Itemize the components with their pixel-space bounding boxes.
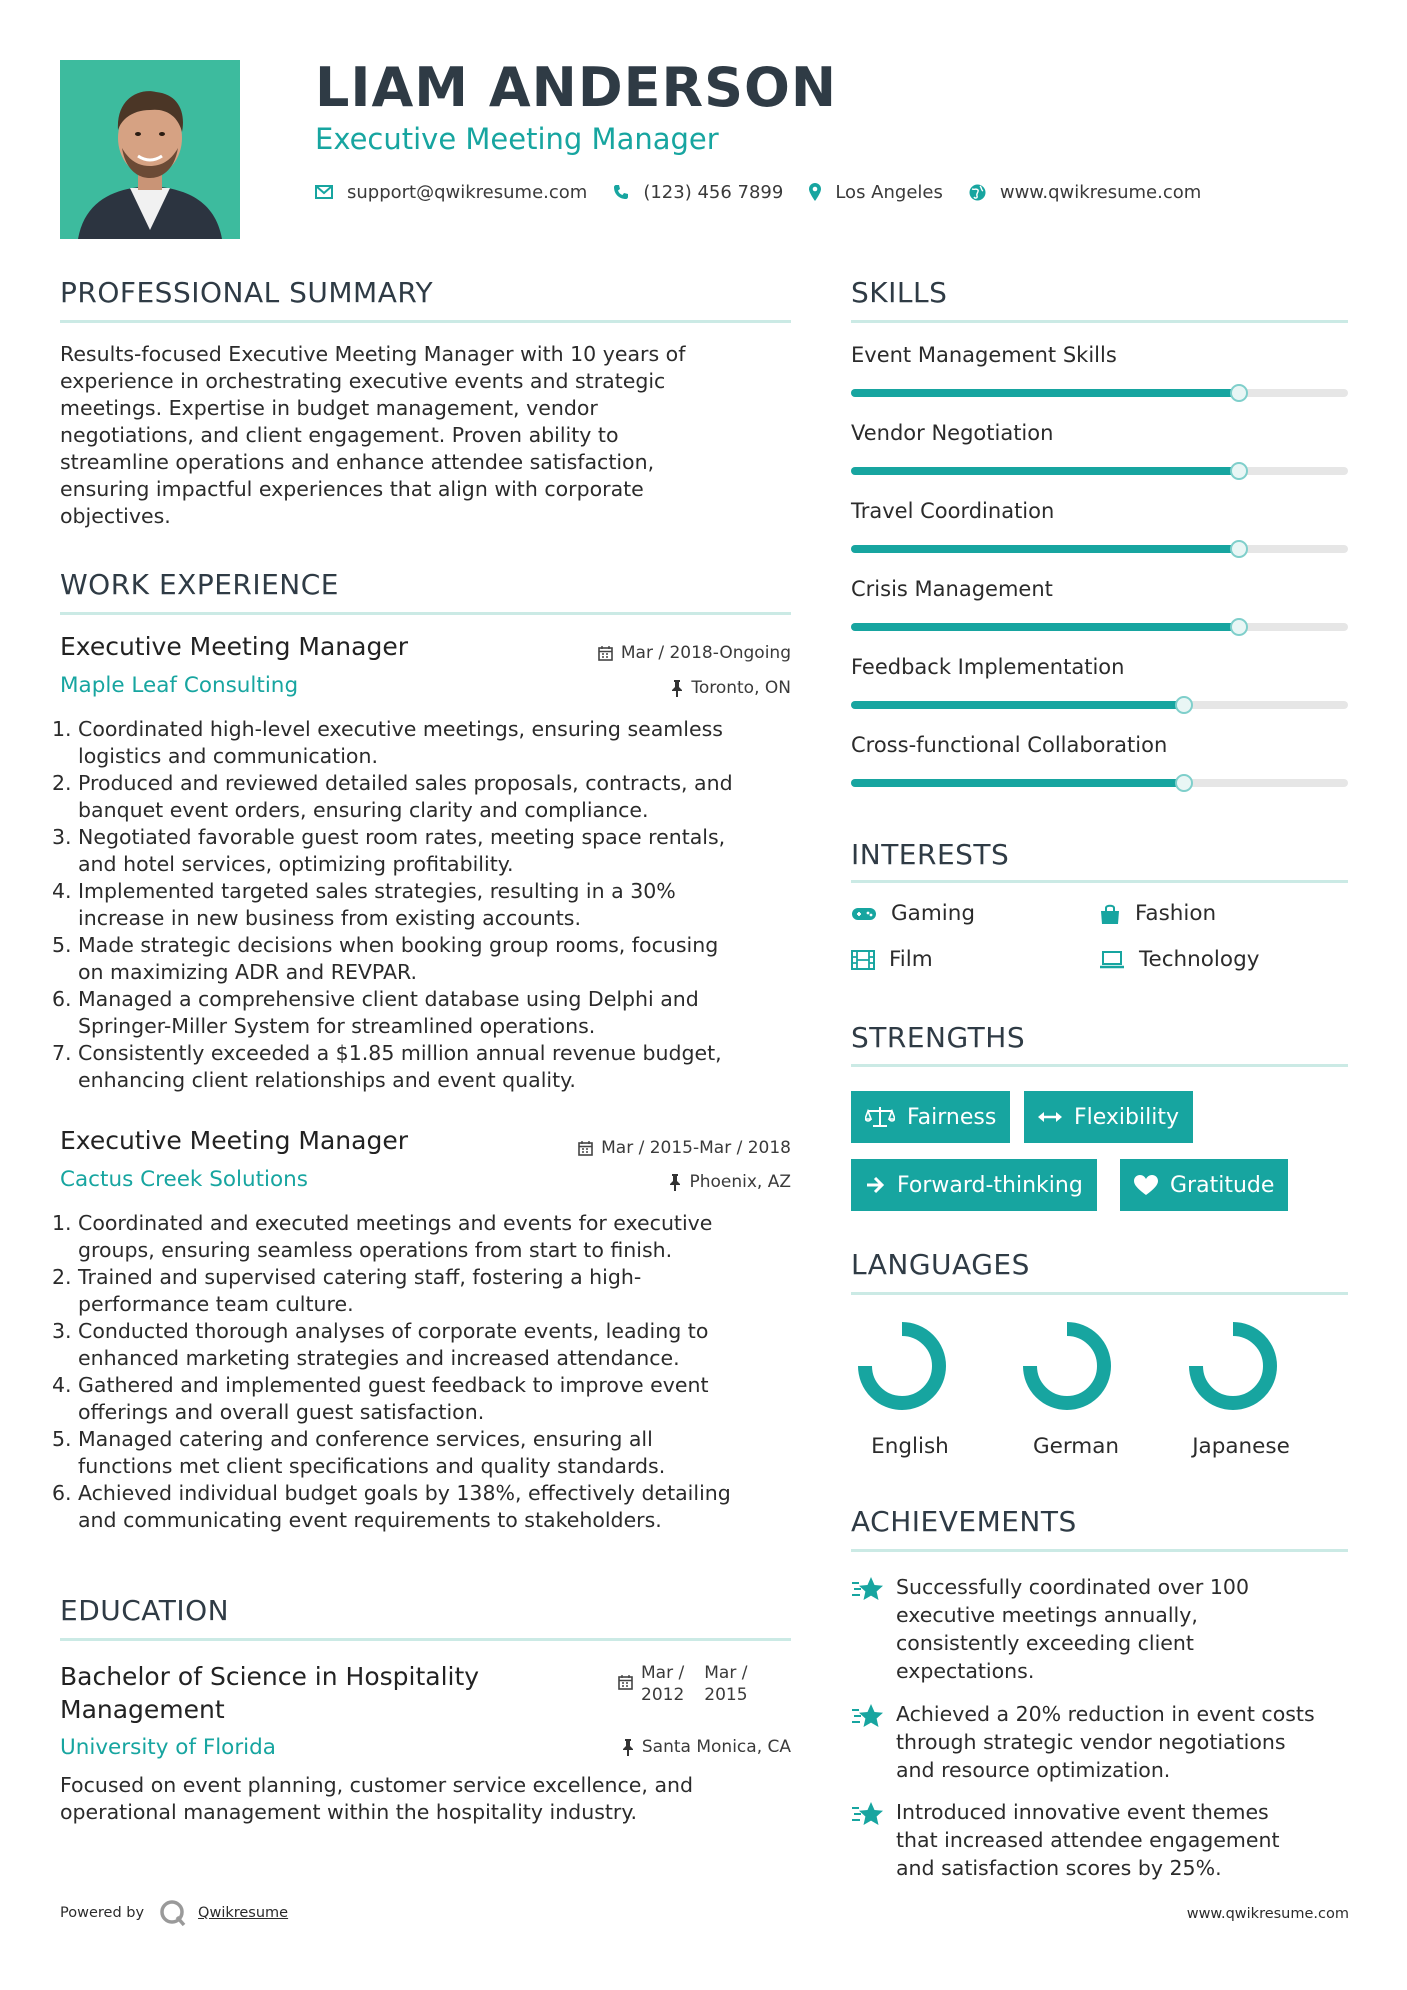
laptop-icon — [1099, 951, 1125, 969]
footer-website[interactable]: www.qwikresume.com — [1186, 1906, 1349, 1922]
job-date — [578, 1138, 791, 1158]
pushpin-icon — [669, 1174, 681, 1191]
phone-icon — [613, 184, 629, 200]
list-number: 7. — [52, 1041, 72, 1065]
languages-heading: LANGUAGES — [851, 1248, 1030, 1281]
job-company: Maple Leaf Consulting — [60, 673, 299, 698]
achievement-line: consistently exceeding client — [896, 1631, 1194, 1655]
job-location-text: Toronto, ON — [691, 678, 791, 698]
strengths-heading: STRENGTHS — [851, 1021, 1026, 1054]
education-desc-line: Focused on event planning, customer service excellence, and — [60, 1773, 694, 1797]
strength-tag — [851, 1091, 1010, 1143]
achievement-line: and resource optimization. — [896, 1758, 1171, 1782]
contact-phone-text: (123) 456 7899 — [643, 181, 784, 203]
list-line: Managed catering and conference services, ensuring all — [78, 1427, 653, 1451]
skill-label: Vendor Negotiation — [851, 421, 1054, 445]
strength-label: Fairness — [907, 1104, 997, 1130]
language-ring-arc — [1030, 1329, 1104, 1403]
arrow-right-icon — [865, 1175, 885, 1195]
skill-knob — [1175, 696, 1193, 714]
interests-heading: INTERESTS — [851, 838, 1010, 871]
skill-bar — [851, 623, 1348, 631]
globe-icon — [969, 184, 986, 201]
film-icon — [851, 950, 875, 970]
arrows-horizontal-icon — [1038, 1110, 1062, 1124]
summary-divider — [60, 320, 791, 323]
contact-location-text: Los Angeles — [835, 181, 943, 203]
languages-divider — [851, 1292, 1348, 1295]
summary-heading: PROFESSIONAL SUMMARY — [60, 276, 434, 309]
skill-fill — [851, 467, 1239, 475]
list-line: Gathered and implemented guest feedback to improve event — [78, 1373, 709, 1397]
profile-photo — [60, 60, 240, 239]
interest-label: Technology — [1139, 947, 1260, 972]
achievement-line: executive meetings annually, — [896, 1603, 1198, 1627]
education-dates — [618, 1662, 748, 1706]
interest-item — [851, 947, 933, 972]
star-badge-icon — [851, 1575, 885, 1603]
achievement-line: and satisfaction scores by 25%. — [896, 1856, 1222, 1880]
interest-item — [851, 901, 975, 926]
list-line: Conducted thorough analyses of corporate events, leading to — [78, 1319, 709, 1343]
education-divider — [60, 1638, 791, 1641]
contact-location — [809, 182, 943, 203]
list-item — [52, 932, 800, 986]
list-item — [52, 1426, 800, 1480]
language-ring — [854, 1318, 950, 1414]
heart-icon — [1134, 1175, 1158, 1196]
job-company: Cactus Creek Solutions — [60, 1167, 309, 1192]
list-number: 6. — [52, 987, 72, 1011]
map-pin-icon — [809, 183, 821, 201]
job-location — [669, 1172, 791, 1192]
gamepad-icon — [851, 906, 877, 922]
achievement-line: Successfully coordinated over 100 — [896, 1575, 1249, 1599]
list-number: 1. — [52, 717, 72, 741]
list-number: 3. — [52, 825, 72, 849]
language-label: English — [871, 1434, 949, 1459]
experience-divider — [60, 612, 791, 615]
skill-knob — [1175, 774, 1193, 792]
calendar-icon — [618, 1674, 633, 1690]
strength-label: Flexibility — [1074, 1104, 1179, 1130]
interest-item — [1099, 901, 1216, 926]
list-number: 2. — [52, 1265, 72, 1289]
list-line: functions met client specifications and quality standards. — [78, 1454, 666, 1478]
school-name: University of Florida — [60, 1735, 276, 1760]
powered-by — [60, 1898, 288, 1928]
list-line: Achieved individual budget goals by 138%, effectively detailing — [78, 1481, 731, 1505]
achievements-heading: ACHIEVEMENTS — [851, 1505, 1077, 1538]
calendar-icon — [578, 1140, 593, 1156]
achievement-item — [851, 1700, 1361, 1790]
star-badge-icon — [851, 1702, 885, 1730]
achievements-divider — [851, 1549, 1348, 1552]
list-item — [52, 1040, 800, 1094]
list-item — [52, 1210, 800, 1264]
language-ring-arc — [865, 1329, 939, 1403]
achievement-item — [851, 1573, 1361, 1693]
powered-by-label: Powered by — [60, 1905, 145, 1921]
list-line: offerings and overall guest satisfaction. — [78, 1400, 485, 1424]
list-line: enhanced marketing strategies and increased attendance. — [78, 1346, 680, 1370]
list-line: Consistently exceeded a $1.85 million annual revenue budget, — [78, 1041, 722, 1065]
achievement-line: that increased attendee engagement — [896, 1828, 1280, 1852]
skill-label: Travel Coordination — [851, 499, 1055, 523]
list-line: enhancing client relationships and event quality. — [78, 1068, 576, 1092]
summary-line: experience in orchestrating executive events and strategic — [60, 369, 666, 393]
list-item — [52, 824, 800, 878]
contact-website-text: www.qwikresume.com — [999, 181, 1202, 203]
summary-line: objectives. — [60, 504, 171, 528]
list-line: banquet event orders, ensuring clarity and compliance. — [78, 798, 649, 822]
list-number: 2. — [52, 771, 72, 795]
balance-scale-icon — [865, 1106, 895, 1128]
education-end — [704, 1662, 747, 1706]
contact-phone[interactable] — [613, 182, 783, 203]
skill-bar — [851, 779, 1348, 787]
skill-bar — [851, 545, 1348, 553]
skill-fill — [851, 701, 1184, 709]
skill-bar — [851, 389, 1348, 397]
job-title: Executive Meeting Manager — [60, 1126, 408, 1155]
degree-title — [60, 1660, 479, 1726]
contact-email[interactable] — [315, 182, 587, 203]
list-item — [52, 878, 800, 932]
pushpin-icon — [622, 1739, 634, 1756]
job-location — [671, 678, 791, 698]
candidate-title: Executive Meeting Manager — [315, 122, 719, 156]
language-ring — [1019, 1318, 1115, 1414]
strength-label: Forward-thinking — [897, 1172, 1083, 1198]
education-start — [641, 1662, 684, 1706]
calendar-icon — [598, 645, 613, 661]
achievement-line: through strategic vendor negotiations — [896, 1730, 1286, 1754]
education-end-month: Mar / — [704, 1663, 748, 1683]
summary-line: streamline operations and enhance attendee satisfaction, — [60, 450, 655, 474]
contact-email-text: support@qwikresume.com — [347, 181, 588, 203]
list-item — [52, 1480, 800, 1534]
qwikresume-link[interactable]: Qwikresume — [198, 1905, 289, 1921]
education-location-text: Santa Monica, CA — [641, 1737, 791, 1757]
education-start-month: Mar / — [641, 1663, 685, 1683]
list-number: 3. — [52, 1319, 72, 1343]
job-date-text: Mar / 2015-Mar / 2018 — [601, 1138, 791, 1158]
language-label: German — [1032, 1434, 1120, 1459]
skill-label: Event Management Skills — [851, 343, 1117, 367]
education-location — [622, 1737, 791, 1757]
skill-knob — [1230, 540, 1248, 558]
list-line: Coordinated and executed meetings and events for executive — [78, 1211, 713, 1235]
list-line: Springer-Miller System for streamlined operations. — [78, 1014, 596, 1038]
skill-knob — [1230, 618, 1248, 636]
skill-fill — [851, 779, 1184, 787]
list-number: 5. — [52, 933, 72, 957]
skill-label: Crisis Management — [851, 577, 1053, 601]
achievement-line: expectations. — [896, 1659, 1035, 1683]
list-item — [52, 986, 800, 1040]
shopping-bag-icon — [1099, 903, 1121, 925]
job-bullets — [52, 1210, 800, 1534]
skill-fill — [851, 389, 1239, 397]
strength-tag — [1024, 1091, 1193, 1143]
skills-heading: SKILLS — [851, 276, 948, 309]
contact-bar — [315, 178, 1227, 206]
job-bullets — [52, 716, 800, 1094]
job-title: Executive Meeting Manager — [60, 632, 408, 661]
list-number: 6. — [52, 1481, 72, 1505]
summary-line: negotiations, and client engagement. Proven ability to — [60, 423, 619, 447]
achievement-text — [896, 1798, 1361, 1882]
interest-label: Gaming — [891, 901, 976, 926]
contact-website[interactable] — [969, 182, 1201, 203]
list-number: 4. — [52, 1373, 72, 1397]
qwikresume-logo-icon — [158, 1898, 188, 1928]
experience-heading: WORK EXPERIENCE — [60, 568, 339, 601]
strength-tag — [851, 1159, 1097, 1211]
strength-label: Gratitude — [1170, 1172, 1275, 1198]
candidate-name: LIAM ANDERSON — [315, 56, 838, 119]
list-number: 5. — [52, 1427, 72, 1451]
list-line: Negotiated favorable guest room rates, meeting space rentals, — [78, 825, 726, 849]
language-ring — [1185, 1318, 1281, 1414]
list-line: Managed a comprehensive client database using Delphi and — [78, 987, 699, 1011]
interest-label: Film — [889, 947, 933, 972]
education-heading: EDUCATION — [60, 1594, 230, 1627]
interest-item — [1099, 947, 1259, 972]
list-number: 1. — [52, 1211, 72, 1235]
job-date — [598, 643, 791, 663]
degree-line: Bachelor of Science in Hospitality — [60, 1662, 480, 1691]
list-line: logistics and communication. — [78, 744, 378, 768]
summary-line: Results-focused Executive Meeting Manager with 10 years of — [60, 342, 686, 366]
achievement-text — [896, 1573, 1361, 1685]
language-ring-arc — [1196, 1329, 1270, 1403]
skill-bar — [851, 701, 1348, 709]
star-badge-icon — [851, 1800, 885, 1828]
skill-knob — [1230, 384, 1248, 402]
education-description — [60, 1772, 800, 1826]
education-start-year: 2012 — [641, 1685, 685, 1705]
skills-divider — [851, 320, 1348, 323]
achievement-item — [851, 1798, 1361, 1888]
job-date-text: Mar / 2018-Ongoing — [620, 643, 791, 663]
list-number: 4. — [52, 879, 72, 903]
strengths-divider — [851, 1064, 1348, 1067]
strength-tag — [1120, 1159, 1288, 1211]
pushpin-icon — [671, 680, 683, 697]
list-line: and hotel services, optimizing profitability. — [78, 852, 514, 876]
list-line: on maximizing ADR and REVPAR. — [78, 960, 418, 984]
summary-text — [60, 341, 800, 530]
summary-line: ensuring impactful experiences that align with corporate — [60, 477, 644, 501]
list-line: Made strategic decisions when booking group rooms, focusing — [78, 933, 719, 957]
list-item — [52, 1264, 800, 1318]
skill-knob — [1230, 462, 1248, 480]
list-line: Coordinated high-level executive meetings, ensuring seamless — [78, 717, 723, 741]
job-location-text: Phoenix, AZ — [689, 1172, 791, 1192]
skill-label: Cross-functional Collaboration — [851, 733, 1168, 757]
list-line: performance team culture. — [78, 1292, 354, 1316]
skill-fill — [851, 623, 1239, 631]
achievement-line: Achieved a 20% reduction in event costs — [896, 1702, 1315, 1726]
education-desc-line: operational management within the hospitality industry. — [60, 1800, 638, 1824]
list-line: Trained and supervised catering staff, fostering a high- — [78, 1265, 642, 1289]
achievement-line: Introduced innovative event themes — [896, 1800, 1269, 1824]
skill-fill — [851, 545, 1239, 553]
list-line: increase in new business from existing accounts. — [78, 906, 581, 930]
list-line: Produced and reviewed detailed sales proposals, contracts, and — [78, 771, 733, 795]
summary-line: meetings. Expertise in budget management, vendor — [60, 396, 598, 420]
list-item — [52, 716, 800, 770]
interests-divider — [851, 880, 1348, 883]
achievement-text — [896, 1700, 1361, 1784]
skill-label: Feedback Implementation — [851, 655, 1125, 679]
degree-line: Management — [60, 1695, 225, 1724]
list-line: Implemented targeted sales strategies, resulting in a 30% — [78, 879, 676, 903]
list-item — [52, 1318, 800, 1372]
envelope-icon — [315, 185, 333, 199]
list-line: groups, ensuring seamless operations from start to finish. — [78, 1238, 673, 1262]
education-end-year: 2015 — [704, 1685, 748, 1705]
language-label: Japanese — [1192, 1434, 1290, 1459]
list-item — [52, 1372, 800, 1426]
list-item — [52, 770, 800, 824]
skill-bar — [851, 467, 1348, 475]
list-line: and communicating event requirements to stakeholders. — [78, 1508, 662, 1532]
interest-label: Fashion — [1135, 901, 1217, 926]
